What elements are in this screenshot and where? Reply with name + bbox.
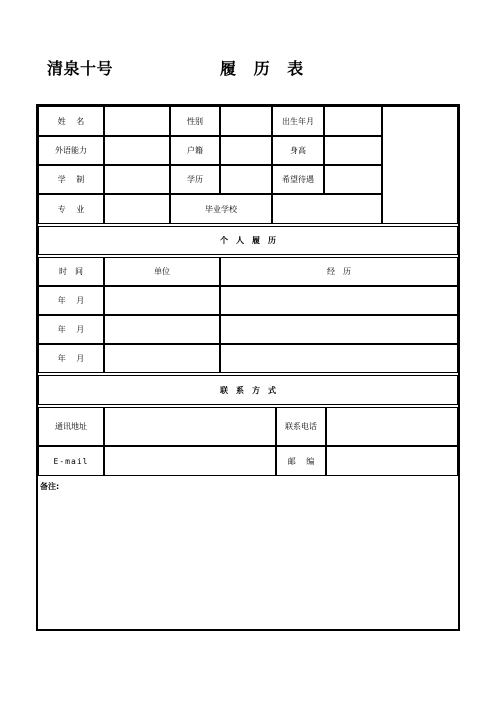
field-major[interactable] xyxy=(104,194,170,224)
history-row-2-time: 年 月 xyxy=(38,315,104,344)
field-postcode[interactable] xyxy=(326,446,458,476)
title-left: 清泉十号 xyxy=(47,59,114,78)
field-hukou[interactable] xyxy=(220,136,272,165)
label-language: 外语能力 xyxy=(38,136,104,165)
page-title: 履 历 表 xyxy=(220,59,310,78)
notes-label: 备注: xyxy=(40,482,60,491)
label-school: 毕业学校 xyxy=(170,194,272,224)
history-row-3-unit[interactable] xyxy=(104,344,220,373)
history-row-2-unit[interactable] xyxy=(104,315,220,344)
col-header-time: 时 间 xyxy=(38,257,104,286)
label-education: 学历 xyxy=(170,165,220,194)
col-header-experience: 经 历 xyxy=(220,257,458,286)
photo-box[interactable] xyxy=(382,106,458,224)
label-phone: 联系电话 xyxy=(276,407,326,446)
label-gender: 性别 xyxy=(170,106,220,136)
label-birth: 出生年月 xyxy=(272,106,324,136)
field-address[interactable] xyxy=(104,407,276,446)
field-birth[interactable] xyxy=(324,106,382,136)
section-heading-history: 个 人 履 历 xyxy=(38,226,458,255)
field-email[interactable] xyxy=(104,446,276,476)
field-language[interactable] xyxy=(104,136,170,165)
history-row-3-experience[interactable] xyxy=(220,344,458,373)
label-height: 身高 xyxy=(272,136,324,165)
field-school[interactable] xyxy=(272,194,382,224)
label-postcode: 邮 编 xyxy=(276,446,326,476)
field-study-system[interactable] xyxy=(104,165,170,194)
history-row-2-experience[interactable] xyxy=(220,315,458,344)
label-address: 通讯地址 xyxy=(38,407,104,446)
field-phone[interactable] xyxy=(326,407,458,446)
field-name[interactable] xyxy=(104,106,170,136)
history-row-3-time: 年 月 xyxy=(38,344,104,373)
label-study-system: 学 制 xyxy=(38,165,104,194)
col-header-unit: 单位 xyxy=(104,257,220,286)
history-row-1-unit[interactable] xyxy=(104,286,220,315)
label-major: 专 业 xyxy=(38,194,104,224)
history-row-1-experience[interactable] xyxy=(220,286,458,315)
label-email: E-mail xyxy=(38,446,104,476)
label-name: 姓 名 xyxy=(38,106,104,136)
field-salary[interactable] xyxy=(324,165,382,194)
field-education[interactable] xyxy=(220,165,272,194)
notes-area[interactable] xyxy=(38,477,458,629)
history-row-1-time: 年 月 xyxy=(38,286,104,315)
field-height[interactable] xyxy=(324,136,382,165)
label-salary: 希望待遇 xyxy=(272,165,324,194)
label-hukou: 户籍 xyxy=(170,136,220,165)
section-heading-contact: 联 系 方 式 xyxy=(38,375,458,405)
field-gender[interactable] xyxy=(220,106,272,136)
